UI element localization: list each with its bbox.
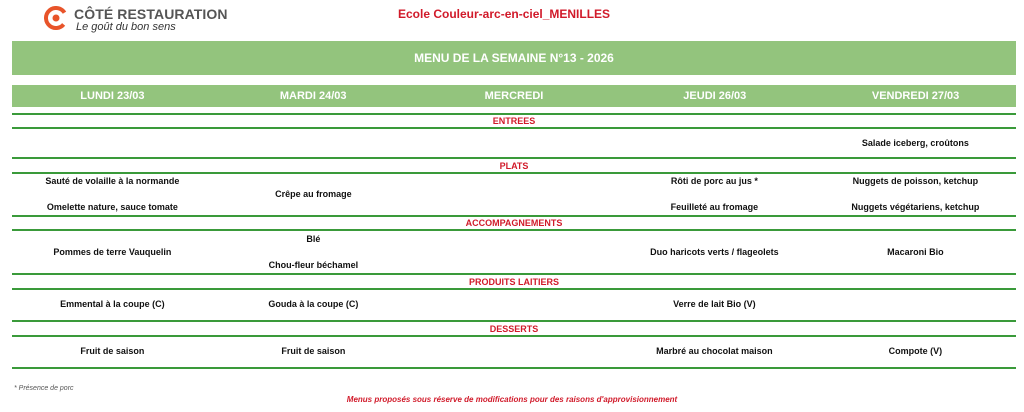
menu-item: Duo haricots verts / flageolets bbox=[650, 247, 779, 257]
divider-line bbox=[12, 229, 1016, 231]
divider-line bbox=[12, 320, 1016, 322]
divider-line bbox=[12, 215, 1016, 217]
divider-line bbox=[12, 172, 1016, 174]
day-friday: VENDREDI 27/03 bbox=[871, 90, 960, 102]
menu-item: Feuilleté au fromage bbox=[670, 202, 759, 212]
menu-item: Omelette nature, sauce tomate bbox=[46, 202, 178, 212]
menu-item: Gouda à la coupe (C) bbox=[268, 299, 359, 309]
brand-name: CÔTÉ RESTAURATION bbox=[74, 6, 228, 22]
menu-item: Nuggets de poisson, ketchup bbox=[852, 176, 979, 186]
day-header-row bbox=[12, 85, 1016, 107]
divider-line bbox=[12, 127, 1016, 129]
day-thursday: JEUDI 26/03 bbox=[683, 90, 747, 102]
menu-item: Verre de lait Bio (V) bbox=[673, 299, 756, 309]
menu-item: Emmental à la coupe (C) bbox=[60, 299, 165, 309]
day-wednesday: MERCREDI bbox=[484, 90, 544, 102]
menu-item: Sauté de volaille à la normande bbox=[45, 176, 180, 186]
menu-item: Macaroni Bio bbox=[887, 247, 944, 257]
section-produits-laitiers: PRODUITS LAITIERS bbox=[468, 277, 559, 287]
menu-item: Marbré au chocolat maison bbox=[656, 346, 773, 356]
day-tuesday: MARDI 24/03 bbox=[279, 90, 347, 102]
menu-item: Fruit de saison bbox=[80, 346, 145, 356]
divider-line bbox=[12, 288, 1016, 290]
menu-title-banner bbox=[12, 41, 1016, 75]
brand-logo-icon bbox=[44, 6, 68, 30]
menu-item: Chou-fleur béchamel bbox=[268, 260, 359, 270]
divider-line bbox=[12, 367, 1016, 369]
divider-line bbox=[12, 335, 1016, 337]
divider-line bbox=[12, 273, 1016, 275]
divider-line bbox=[12, 113, 1016, 115]
menu-title: MENU DE LA SEMAINE N°13 - 2026 bbox=[414, 51, 614, 65]
menu-item: Crêpe au fromage bbox=[275, 189, 352, 199]
footnote: * Présence de porc bbox=[14, 385, 74, 392]
menu-item: Compote (V) bbox=[888, 346, 943, 356]
menu-item: Salade iceberg, croûtons bbox=[861, 138, 969, 148]
school-name: Ecole Couleur-arc-en-ciel_MENILLES bbox=[398, 7, 611, 21]
brand-logo bbox=[44, 6, 244, 36]
disclaimer: Menus proposés sous réserve de modifications pour des raisons d'approvisionnement bbox=[346, 395, 678, 404]
menu-item: Blé bbox=[306, 234, 321, 244]
menu-item: Pommes de terre Vauquelin bbox=[53, 247, 172, 257]
section-plats: PLATS bbox=[499, 161, 529, 171]
brand-tagline: Le goût du bon sens bbox=[76, 21, 176, 33]
menu-item: Nuggets végétariens, ketchup bbox=[851, 202, 980, 212]
menu-item: Fruit de saison bbox=[281, 346, 346, 356]
section-accompagnements: ACCOMPAGNEMENTS bbox=[465, 218, 563, 228]
menu-item: Rôti de porc au jus * bbox=[670, 176, 758, 186]
section-entrees: ENTREES bbox=[492, 116, 536, 126]
section-desserts: DESSERTS bbox=[489, 324, 539, 334]
divider-line bbox=[12, 157, 1016, 159]
day-monday: LUNDI 23/03 bbox=[80, 90, 145, 102]
